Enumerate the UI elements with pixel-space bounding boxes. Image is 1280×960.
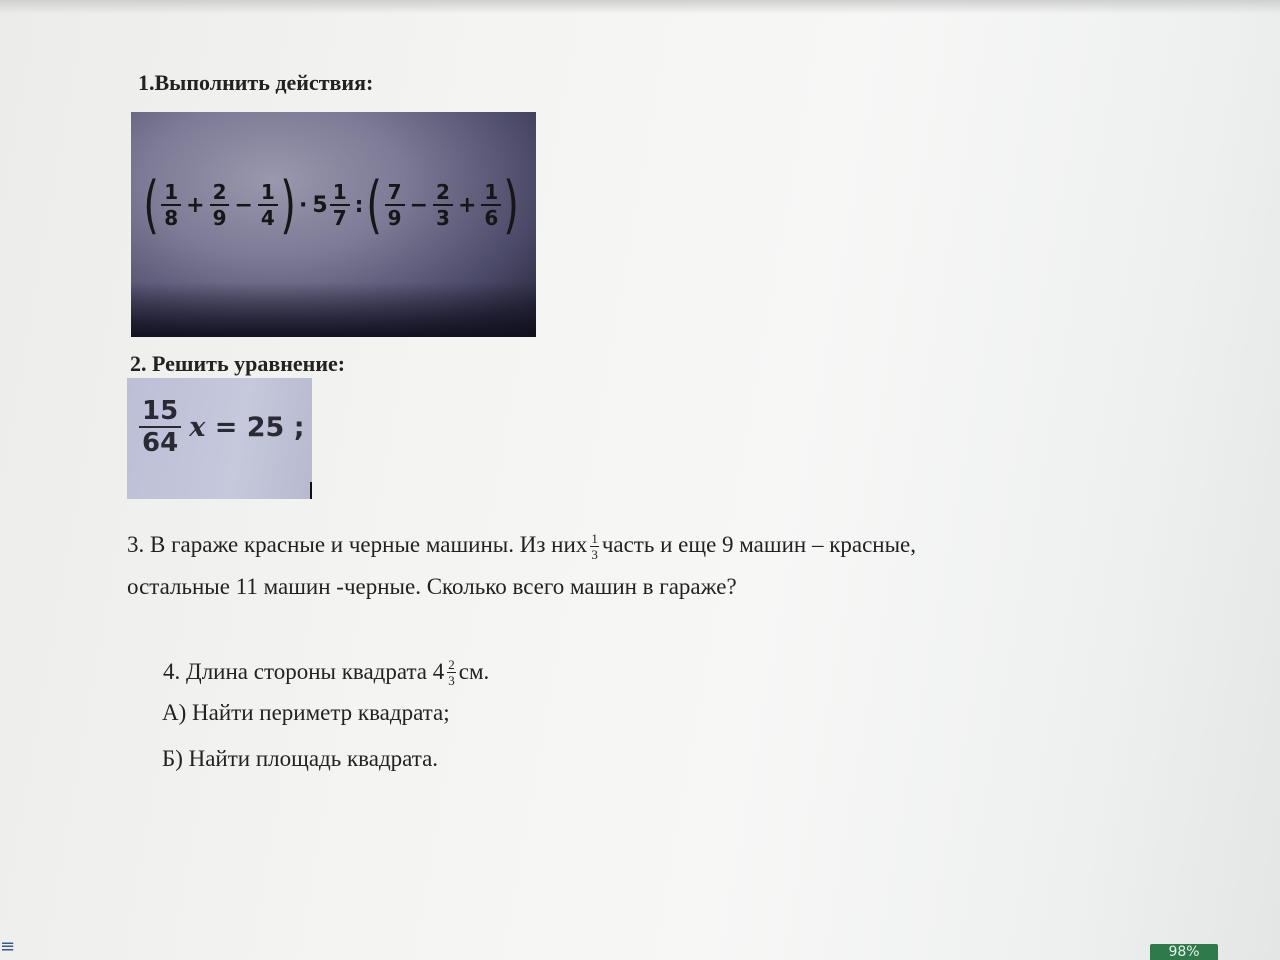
task4-line1: 4. Длина стороны квадрата 4 $\frac{2}{3}$ см.	[163, 656, 490, 688]
operator: :	[354, 192, 364, 218]
task1-expression-image	[131, 112, 536, 337]
open-paren: (	[143, 168, 159, 241]
operator: ·	[299, 192, 308, 218]
open-paren: (	[366, 168, 383, 241]
fraction-f: $\frac{1}{6}$	[481, 180, 501, 230]
task1-expression	[143, 170, 520, 240]
close-paren: )	[503, 168, 520, 241]
fraction-a: $\frac{1}{8}$	[161, 180, 181, 230]
close-paren: )	[280, 168, 296, 241]
operator: −	[409, 192, 429, 218]
mixed-fraction: $\frac{1}{7}$	[330, 180, 350, 230]
fraction-b: $\frac{2}{9}$	[210, 180, 230, 230]
task2-title: 2. Решить уравнение:	[130, 351, 346, 376]
fraction-e: $\frac{2}{3}$	[433, 180, 453, 230]
task2-equation	[137, 396, 305, 458]
task3-line1: 3. В гараже красные и черные машины. Из них $\frac{1}{3}$ часть и еще 9 машин – красные,	[127, 531, 917, 563]
page-top-edge	[0, 0, 1280, 14]
operator: +	[457, 192, 477, 218]
task4-item-a: А) Найти периметр квадрата;	[162, 700, 450, 725]
fraction-d: $\frac{7}{9}$	[385, 180, 405, 230]
text-cursor	[310, 482, 312, 499]
task4-item-b: Б) Найти площадь квадрата.	[162, 746, 439, 771]
mixed-whole: 5	[312, 192, 328, 218]
image-shadow	[131, 282, 536, 337]
equation-rhs: x = 25 ;	[189, 411, 305, 443]
task4-fraction: $\frac{2}{3}$	[448, 656, 455, 688]
operator: +	[186, 192, 205, 218]
task3-text	[127, 524, 1127, 608]
task3-fraction: $\frac{1}{3}$	[591, 531, 598, 563]
operator: −	[234, 192, 253, 218]
fraction-c: $\frac{1}{4}$	[258, 180, 278, 230]
task4-text	[163, 648, 489, 696]
task1-title: 1.Выполнить действия:	[138, 70, 374, 95]
menu-icon[interactable]: ≡	[0, 936, 16, 957]
task2-equation-image	[127, 378, 312, 499]
equation-fraction: $\frac{15}{64}$	[139, 396, 181, 458]
zoom-level[interactable]: 98%	[1150, 944, 1218, 960]
task3-line2: остальные 11 машин -черные. Сколько всего машин в гараже?	[127, 574, 737, 599]
